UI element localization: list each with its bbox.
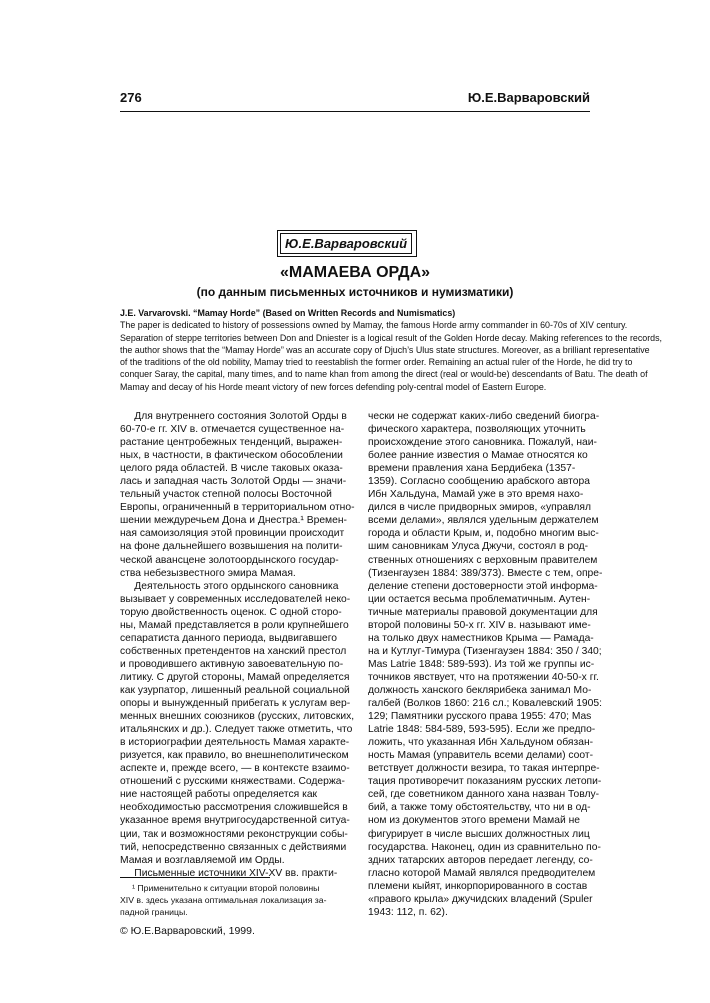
body-text-line: ризуется, как правило, во внешнеполитическом (120, 750, 349, 762)
body-text-line: всеми делами», являлся удельным держателем (368, 515, 599, 527)
body-text-line: времени правления хана Бердибека (1357- (368, 463, 576, 475)
abstract-line: The paper is dedicated to history of possessions owned by Mamay, the famous Horde army commander in 60-70s of XIV century. (120, 320, 628, 331)
body-text-line: Деятельность этого ордынского сановника (120, 580, 339, 592)
footnote (120, 882, 342, 918)
body-text-line: опоры и вынужденный прибегать к услугам вер- (120, 698, 351, 710)
body-text-line: тельный участок степной полосы Восточной (120, 489, 332, 501)
body-text-line: растание центробежных тенденций, выражен- (120, 437, 343, 449)
body-text-line: лась и западная часть Золотой Орды — значи- (120, 476, 347, 488)
body-text-line: фигурирует в числе высших должностных лиц (368, 828, 590, 840)
body-text-line: 60-70-е гг. XIV в. отмечается существенное на- (120, 424, 345, 436)
abstract-line: the author shows that the “Mamay Horde” was an accurate copy of Djuch’s Ulus state structures. Moreover, as a brilliant representative (120, 344, 650, 355)
body-text-line: отношений с русскими княжествами. Содержа- (120, 776, 345, 788)
body-text-line: менных внешних союзников (русских, литовских, (120, 711, 355, 723)
body-text-line: происхождение этого сановника. Пожалуй, наи- (368, 437, 597, 449)
body-text-line: ственных отношениях с верховным правителем (368, 554, 598, 566)
body-text-line: Мамая и возглавляемой им Орды. (120, 854, 285, 866)
body-text-line: в историографии деятельность Мамая характе- (120, 737, 350, 749)
body-text-line: дился в числе придворных эмиров, «управлял (368, 502, 591, 514)
body-text-line: Latrie 1848: 584-589, 593-595). Если же предпо- (368, 724, 596, 736)
body-text-line: на фоне дальнейшего возвышения на полити- (120, 541, 343, 553)
body-text-line: «правого крыла» джучидских владений (Spuler (368, 893, 593, 905)
body-text-line: ции, так и возможностями реконструкции собы- (120, 828, 348, 840)
body-column-left (120, 410, 355, 880)
body-text-line: 129; Памятники русского права 1955: 470; Mas (368, 711, 592, 723)
body-text-line: вызывает у современных исследователей неко- (120, 593, 351, 605)
abstract-line: Mamay and decay of his Horde meant victory of new forces defending poly-central model of Eastern Europe. (120, 381, 547, 392)
body-text-line: ном из документов этого времени Мамай не (368, 815, 580, 827)
article-title: «МАМАЕВА ОРДА» (279, 264, 431, 281)
body-text-line: Европы, ограниченный в территориальном отно- (120, 502, 355, 514)
body-text-line: Письменные источники XIV-XV вв. практи- (120, 867, 338, 879)
body-text-line: ложить, что указанная Ибн Хальдуном обязан- (368, 737, 594, 749)
body-text-line: целого ряда областей. В числе таковых оказа- (120, 463, 343, 475)
body-text-line: необходимостью рассмотрения сложившейся в (120, 802, 348, 814)
body-text-line: торую двойственность оценок. С одной сторо- (120, 606, 342, 618)
page-number: 276 (120, 90, 142, 105)
body-text-line: тация противоречит показаниям русских летопи- (368, 776, 602, 788)
abstract (120, 307, 662, 393)
body-text-line: ветствует должности везира, то такая интерпре- (368, 763, 600, 775)
body-text-line: города и области Крым, и, подобно многим выс- (368, 528, 599, 540)
body-text-line: Mas Latrie 1848: 589-593). Из той же группы ис- (368, 658, 595, 670)
abstract-line: conquer Saray, the capital, many times, and to name khan from among the direct (real or would-be) descendants of Batu. The death of (120, 369, 648, 380)
body-text-line: сей, где советником данного хана назван Товлу- (368, 789, 600, 801)
body-column-right (368, 410, 603, 919)
abstract-line: of the traditions of the old nobility, Mamay tried to reestablish the former order. Remaining an actual ruler of the Horde, he did try to (120, 357, 633, 368)
body-text-line: точников явствует, что на протяжении 40-50-х гг. (368, 671, 599, 683)
body-text-line: ных, в частности, в фактическом обособлении (120, 450, 343, 462)
body-text-line: ческой авансцене золотоордынского государ- (120, 554, 339, 566)
body-text-line: ная самоизоляция этой провинции происходит (120, 528, 345, 540)
article-subtitle: (по данным письменных источников и нумизматики) (196, 285, 514, 299)
abstract-line: Separation of steppe territories between Don and Dniester is a logical result of the Golden Horde decay. Making references to the records, (120, 332, 662, 343)
body-text-line: аспекте и, прежде всего, — в контексте взаимо- (120, 763, 350, 775)
running-head: Ю.Е.Варваровский (467, 90, 590, 105)
body-text-line: собственных претендентов на ханский престол (120, 645, 347, 657)
footnote-line: XIV в. здесь указана оптимальная локализация за- (120, 895, 327, 905)
body-text-line: гласно которой Мамай являлся предводителем (368, 867, 596, 879)
copyright-notice: © Ю.Е.Варваровский, 1999. (120, 925, 255, 937)
footnote-line: падной границы. (120, 907, 188, 917)
body-text-line: и проводившего активную завоевательную по- (120, 658, 344, 670)
body-text-line: тичные материалы правовой документации для (368, 606, 598, 618)
body-text-line: указанное время внутригосударственной ситуа- (120, 815, 350, 827)
body-text-line: деление степени достоверности этой информа- (368, 580, 598, 592)
body-text-line: государства. Наконец, один из сравнительно по- (368, 841, 601, 853)
body-text-line: ции остается весьма проблематичным. Аутен- (368, 593, 591, 605)
footnote-rule (120, 877, 270, 878)
abstract-title: J.E. Varvarovski. “Mamay Horde” (Based on Written Records and Numismatics) (120, 308, 456, 318)
body-text-line: чески не содержат каких-либо сведений биогра- (368, 411, 600, 422)
body-text-line: итальянских и др.). Следует также отметить, что (120, 724, 353, 736)
body-text-line: шим сановникам Улуса Джучи, состоял в род- (368, 541, 589, 553)
body-text-line: Для внутреннего состояния Золотой Орды в (120, 411, 347, 422)
body-text-line: сепаратиста данного периода, выдвигавшего (120, 632, 337, 644)
header-rule (120, 111, 590, 112)
body-text-line: должность ханского беклярибека занимал Мо- (368, 684, 592, 696)
body-text-line: здних татарских авторов передает легенду, со- (368, 854, 593, 866)
body-text-line: фического характера, позволяющих уточнить (368, 424, 586, 436)
body-text-line: как узурпатор, лишенный реальной социальной (120, 684, 350, 696)
body-text-line: ства небезызвестного эмира Мамая. (120, 567, 296, 579)
body-text-line: племени кыйят, инкорпорированного в состав (368, 880, 588, 892)
footnote-line: ¹ Применительно к ситуации второй половины (120, 883, 320, 893)
author-name: Ю.Е.Варваровский (280, 233, 412, 254)
body-text-line: Ибн Хальдуна, Мамай уже в это время нахо- (368, 489, 584, 501)
body-text-line: ны, Мамай представляется в роли крупнейшего (120, 619, 349, 631)
page-header (120, 90, 590, 108)
body-text-line: ность Мамая (управитель всеми делами) соот- (368, 750, 594, 762)
body-text-line: 1943: 112, п. 62). (368, 906, 448, 918)
body-text-line: на и Кутлуг-Тимура (Тизенгаузен 1884: 350 / 340; (368, 645, 602, 657)
body-text-line: бий, а также тому обстоятельству, что ни в од- (368, 802, 591, 814)
body-text-line: 1359). Согласно сообщению арабского автора (368, 476, 590, 488)
body-text-line: более ранние известия о Мамае относятся ко (368, 450, 588, 462)
body-text-line: галбей (Волков 1860: 216 сл.; Ковалевский 1905: (368, 698, 602, 710)
body-text-line: (Тизенгаузен 1884: 389/373). Вместе с тем, опре- (368, 567, 603, 579)
body-text-line: шении междуречьем Дона и Днестра.¹ Времен- (120, 515, 347, 527)
body-text-line: второй половины 50-х гг. XIV в. называют име- (368, 619, 591, 631)
body-text-line: на только двух наместников Крыма — Рамада- (368, 632, 594, 644)
body-text-line: литику. С другой стороны, Мамай определяется (120, 671, 350, 683)
body-text-line: ние настоящей работы определяется как (120, 789, 318, 801)
body-text-line: тий, непосредственно связанных с действиями (120, 841, 347, 853)
